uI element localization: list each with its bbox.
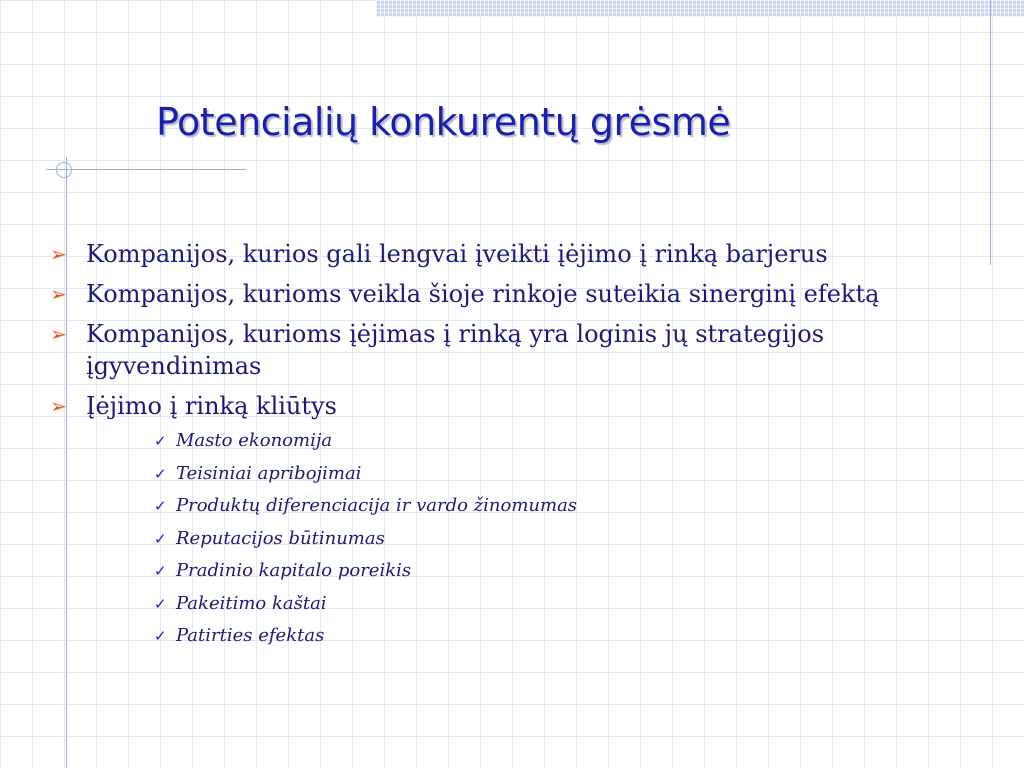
bullet-text: Kompanijos, kurioms veikla šioje rinkoje suteikia sinerginį efektą: [86, 280, 880, 308]
sub-bullet-text: Produktų diferenciacija ir vardo žinomumas: [176, 495, 578, 516]
bullet-item: [50, 238, 1000, 270]
bullet-text: Įėjimo į rinką kliūtys: [86, 392, 337, 420]
top-decorative-band: [376, 0, 1024, 17]
arrow-bullet-icon: ➢: [50, 394, 67, 418]
checkmark-icon: ✓: [154, 562, 167, 580]
arrow-bullet-icon: ➢: [50, 242, 67, 266]
sub-bullet-text: Pradinio kapitalo poreikis: [176, 560, 412, 581]
checkmark-icon: ✓: [154, 594, 167, 613]
decorative-vertical-line-right: [990, 0, 991, 265]
bullet-item: [50, 390, 1000, 422]
sub-bullet-text: Patirties efektas: [176, 625, 325, 646]
decorative-circle: [56, 162, 72, 178]
bullet-text: Kompanijos, kurioms įėjimas į rinką yra loginis jų strategijos įgyvendinimas: [86, 320, 825, 380]
checkmark-icon: ✓: [154, 464, 167, 483]
slide-title: Potencialių konkurentų grėsmė: [156, 100, 731, 144]
bullet-item: [50, 318, 1000, 382]
sub-bullet-item: [50, 495, 1000, 517]
slide-content: [50, 238, 1000, 658]
title-underline: [46, 169, 246, 170]
bullet-item: [50, 278, 1000, 310]
sub-bullet-item: [50, 430, 1000, 452]
checkmark-icon: ✓: [154, 432, 167, 450]
bullet-text: Kompanijos, kurios gali lengvai įveikti įėjimo į rinką barjerus: [86, 240, 828, 268]
sub-bullet-item: [50, 528, 1000, 550]
sub-bullet-item: [50, 463, 1000, 485]
checkmark-icon: ✓: [154, 497, 167, 515]
sub-bullet-item: [50, 560, 1000, 582]
sub-bullet-text: Reputacijos būtinumas: [176, 527, 385, 549]
sub-bullet-text: Masto ekonomija: [176, 430, 333, 451]
sub-bullet-item: [50, 625, 1000, 647]
arrow-bullet-icon: ➢: [50, 282, 67, 306]
arrow-bullet-icon: ➢: [50, 322, 67, 346]
sub-bullet-item: [50, 593, 1000, 615]
checkmark-icon: ✓: [154, 529, 167, 548]
sub-bullet-text: Pakeitimo kaštai: [176, 592, 327, 614]
checkmark-icon: ✓: [154, 627, 167, 645]
sub-bullet-text: Teisiniai apribojimai: [176, 462, 362, 484]
sub-bullet-list: [50, 430, 1000, 647]
